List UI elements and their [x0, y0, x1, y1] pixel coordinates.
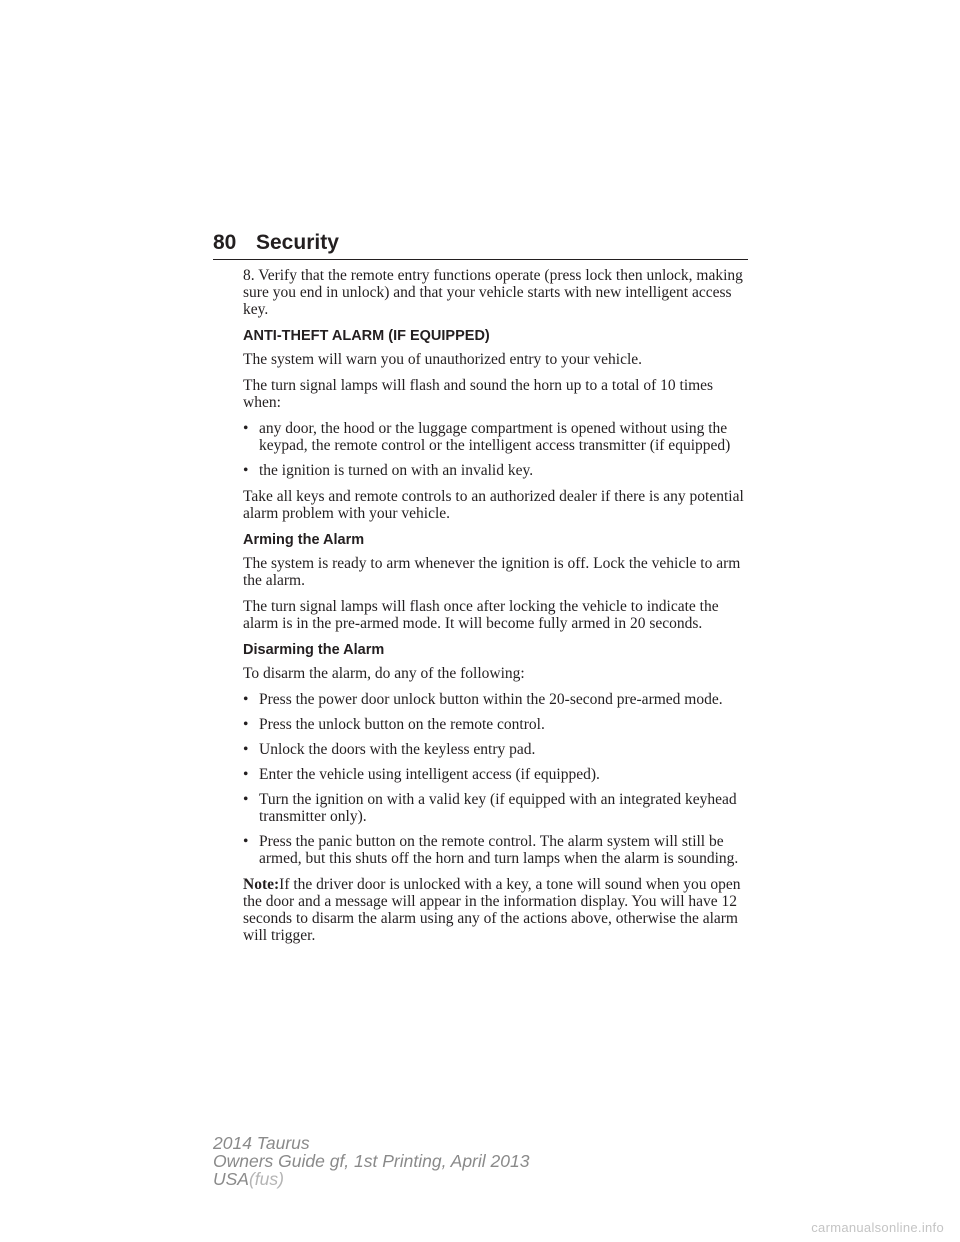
- alarm-conditions-list: [243, 420, 748, 479]
- step-8-paragraph: 8. Verify that the remote entry functions operate (press lock then unlock, making sure you end in unlock) and that your vehicle starts with new intelligent access key.: [243, 267, 743, 318]
- footer-region-suffix: (fus): [248, 1169, 284, 1189]
- list-item: • Enter the vehicle using intelligent access (if equipped).: [243, 766, 748, 783]
- note-text: If the driver door is unlocked with a key, a tone will sound when you open the door and a message will appear in the information display. You will have 12 seconds to disarm the alarm using any of the actions above, otherwise the alarm will trigger.: [243, 876, 741, 944]
- footer-model: 2014 Taurus: [213, 1133, 310, 1153]
- arming-paragraph-1: The system is ready to arm whenever the ignition is off. Lock the vehicle to arm the alarm.: [243, 555, 741, 589]
- list-item: • the ignition is turned on with an invalid key.: [243, 462, 748, 479]
- page-header: [213, 229, 748, 260]
- arming-paragraph-2: The turn signal lamps will flash once after locking the vehicle to indicate the alarm is in the pre-armed mode. It will become fully armed in 20 seconds.: [243, 598, 719, 632]
- footer-region-main: USA: [213, 1169, 249, 1189]
- footer-region: [213, 1170, 529, 1188]
- section-title: Security: [256, 231, 339, 254]
- disarm-options-list: [243, 691, 748, 867]
- arming-heading: Arming the Alarm: [243, 532, 365, 548]
- list-item: • Press the power door unlock button within the 20-second pre-armed mode.: [243, 691, 748, 708]
- list-item: • Press the unlock button on the remote control.: [243, 716, 748, 733]
- anti-theft-lamps-text: The turn signal lamps will flash and sound the horn up to a total of 10 times when:: [243, 377, 714, 411]
- disarming-intro: To disarm the alarm, do any of the following:: [243, 665, 525, 682]
- footer-printing: Owners Guide gf, 1st Printing, April 2013: [213, 1151, 530, 1171]
- dealer-paragraph: Take all keys and remote controls to an authorized dealer if there is any potential alarm problem with your vehicle.: [243, 488, 744, 522]
- note-label: Note:: [243, 876, 280, 893]
- note-paragraph: [243, 876, 748, 944]
- page-footer: [213, 1134, 529, 1188]
- list-item: • any door, the hood or the luggage compartment is opened without using the keypad, the remote control or the intelligent access transmitter (if equipped): [243, 420, 748, 454]
- anti-theft-heading: ANTI-THEFT ALARM (IF EQUIPPED): [243, 328, 490, 344]
- page-content: [243, 267, 748, 953]
- list-item: • Unlock the doors with the keyless entry pad.: [243, 741, 748, 758]
- list-item: • Turn the ignition on with a valid key (if equipped with an integrated keyhead transmitter only).: [243, 791, 748, 825]
- page-number: 80: [213, 231, 237, 254]
- list-item: • Press the panic button on the remote control. The alarm system will still be armed, but this shuts off the horn and turn lamps when the alarm is sounding.: [243, 833, 748, 867]
- disarming-heading: Disarming the Alarm: [243, 642, 385, 658]
- anti-theft-intro: The system will warn you of unauthorized entry to your vehicle.: [243, 351, 643, 368]
- watermark: carmanualsonline.info: [811, 1220, 944, 1235]
